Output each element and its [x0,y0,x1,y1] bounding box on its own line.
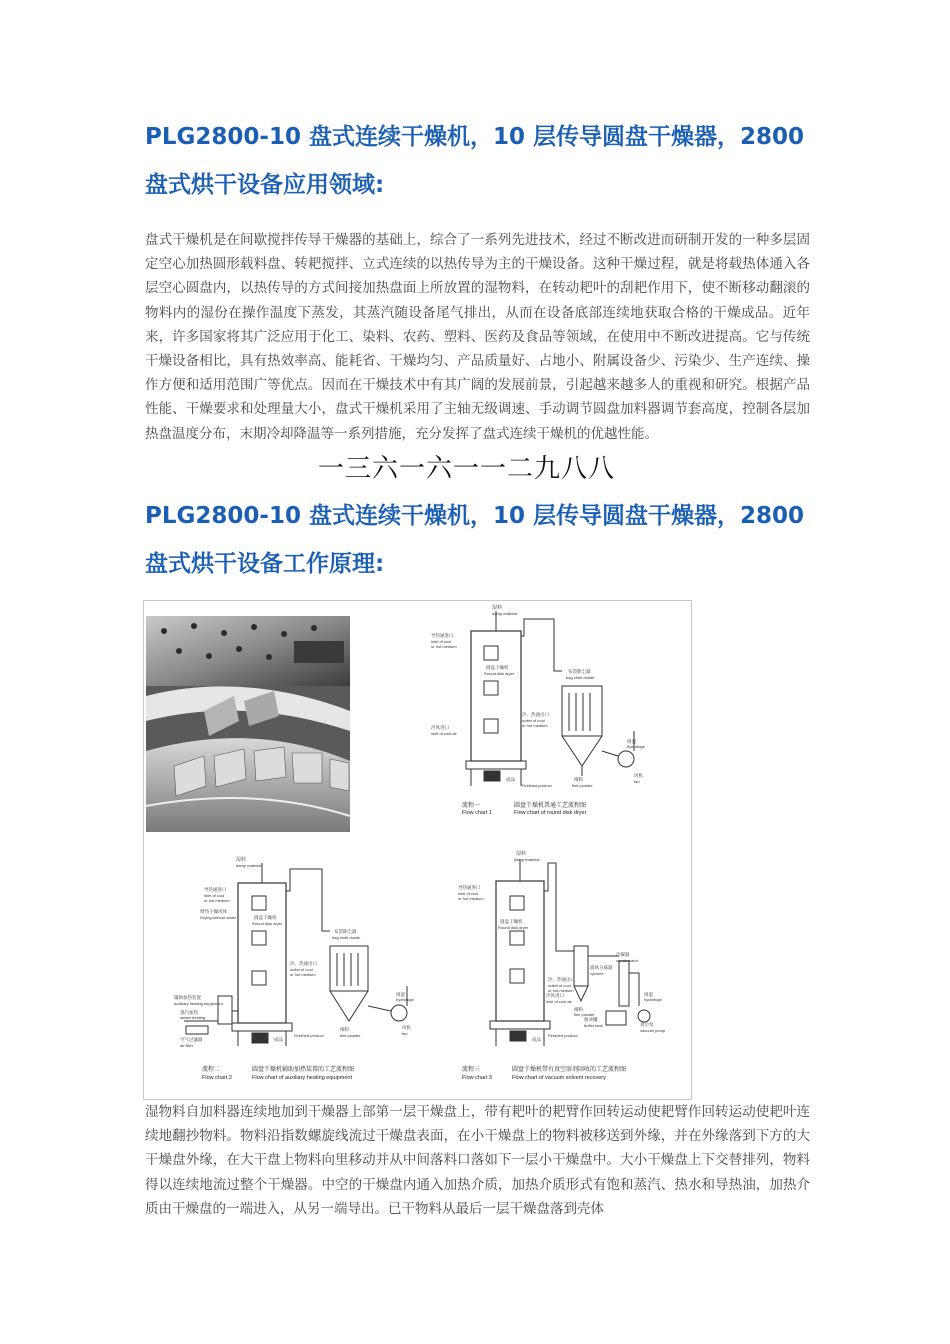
flow-chart-1 [431,604,646,816]
fc2-fine-en: fine powder [340,1033,361,1038]
fc3-outlet-cn: 冷、热通出口 [548,977,575,982]
fc1-fine-cn: 细粉 [574,777,583,782]
fc2-caption-en: Flow chart of auxiliary heating equipment [252,1075,352,1081]
fc1-outlet-en2: or hot medium [522,723,548,728]
fc3-feed-en: damp material [514,857,540,862]
fc3-inlet-cn: 导热通进口 [458,885,481,890]
fc2-dry-en: Drying without water [200,915,237,920]
overlay-number-text: 一三六一六一一二九八八 [318,454,616,484]
fc2-air-en: air filter [180,1043,194,1048]
fc1-feed-en: damp material [492,611,518,616]
fc3-dryer-cn: 圆盘干燥机 [500,919,523,924]
fc3-outlet-en1: outlet of cool [548,983,571,988]
dryer-figure [143,600,692,1100]
fc3-title-en: Flow chart 3 [462,1075,492,1081]
fc3-tank-en: buffer tank [584,1023,603,1028]
fc2-aux-cn: 辅助加热装置 [174,995,201,1000]
fc1-outlet-en1: outlet of cool [522,718,545,723]
fc3-inlet-en1: inlet of cool [458,891,479,896]
section-heading-application: PLG2800-10 盘式连续干燥机，10 层传导圆盘干燥器，2800 盘式烘干设备应用领域: [145,124,804,198]
fc2-dryer-cn: 圆盘干燥机 [254,915,277,920]
fc2-outlet-en2: or hot medium [290,972,316,977]
paragraph-application: 盘式干燥机是在间歇搅拌传导干燥器的基础上，综合了一系列先进技术，经过不断改进而研制开发的一种多层固定空心加热圆形载料盘、转耙搅拌、立式连续的以热传导为主的干燥设备。这种干燥过程，就是将载热体通入各层空心圆盘内，以热传导的方式间接加热盘面上所放置的湿物料，在转动耙叶的刮耙作用下，使不断移动翻滚的物料内的湿份在操作温度下蒸发，其蒸汽随设备尾气排出，从而在设备底部连续地获取合格的干燥成品。近年来，许多国家将其广泛应用于化工、染料、农药、塑料、医药及食品等领域，在使用中不断改进提高。它与传统干燥设备相比，具有热效率高、能耗省、干燥均匀、产品质量好、占地小、附属设备少、污染少、生产连续、操作方便和适用范围广等优点。因而在干燥技术中有其广阔的发展前景，引起越来越多人的重视和研究。根据产品性能、干燥要求和处理量大小，盘式干燥机采用了主轴无级调速、手动调节圆盘加料器调节套高度，控制各层加热盘温度分布，末期冷却降温等一系列措施，充分发挥了盘式连续干燥机的优越性能。 [145,232,810,442]
fc1-cool-cn: 冷风进口 [431,725,449,730]
fc3-product-en: Finished product [548,1033,578,1038]
section-heading-principle: PLG2800-10 盘式连续干燥机，10 层传导圆盘干燥器，2800 盘式烘干设备工作原理: [145,503,804,577]
fc2-dry-cn: 增热干燥风体 [200,909,227,914]
fc2-blower-en: fan [402,1031,408,1036]
flow-chart-3 [458,850,666,1081]
fc1-inlet-en2: or hot medium [431,644,457,649]
fc3-feed-cn: 湿料 [516,851,527,857]
fc2-caption-cn: 圆盘干燥机辅助加热装置的工艺流程图 [252,1067,355,1073]
fc2-steam-en: steam heating [180,1015,206,1020]
fc2-fan-cn: 排湿 [396,992,405,997]
fc1-title-cn: 流程一 [462,803,481,809]
fc2-product-cn: 成品 [274,1037,283,1042]
fc2-dust-cn: 布袋除尘器 [334,929,357,934]
fc1-caption-en: Flow chart of round disk dryer [514,810,587,816]
fc1-dryer-cn: 圆盘干燥机 [486,665,509,670]
fc3-cyclone-en: cyclone [590,971,604,976]
fc1-feed-cn: 湿料 [492,605,503,611]
fc2-title-en: Flow chart 2 [202,1075,232,1081]
fc2-outlet-en1: outlet of cool [290,967,313,972]
fc1-outlet-cn: 冷、热通出口 [522,712,549,717]
fc3-fan-cn: 排湿 [644,992,653,997]
fc3-dryer-en: Round disk dryer [498,925,529,930]
fc1-title-en: Flow chart 1 [462,810,492,816]
fc1-caption-cn: 圆盘干燥机普通工艺流程图 [514,803,587,809]
paragraph-principle: 湿物料自加料器连续地加到干燥器上部第一层干燥盘上，带有耙叶的耙臂作回转运动使耙臂作回转运动使耙叶连续地翻抄物料。物料沿指数螺旋线流过干燥盘表面，在小干燥盘上的物料被移送到外缘，并在外缘落到下方的大干燥盘外缘，在大干盘上物料向里移动并从中间落料口落如下一层小干燥盘中。大小干燥盘上下交替排列，物料得以连续地流过整个干燥器。中空的干燥盘内通入加热介质，加热介质形式有饱和蒸汽、热水和导热油，加热介质由干燥盘的一端进入，从另一端导出。已干物料从最后一层干燥盘落到壳体 [145,1104,810,1217]
fc1-dust-en: bag cloth duster [566,675,595,680]
fc3-outlet-en2: or hot medium [548,988,574,993]
fc3-title-cn: 流程三 [462,1067,481,1073]
dryer-interior-photo [146,616,350,832]
flow-chart-2 [174,856,415,1081]
fc2-fine-cn: 细粉 [340,1027,349,1032]
fc1-product-en: Finished product [522,783,552,788]
fc2-aux-en: auxiliary heating equipment [174,1001,223,1006]
fc2-inlet-en2: or hot medium [204,898,230,903]
fc3-cool-en: inlet of cool air [546,999,572,1004]
fc2-feed-cn: 湿料 [236,857,247,863]
fc3-cyclone-cn: 旋风分离器 [590,965,613,970]
fc3-tank-cn: 缓冲罐 [584,1017,598,1022]
fc3-caption-en: Flow chart of vacuum solvent recovery [512,1075,606,1081]
fc3-cond-cn: 冷凝器 [616,952,630,957]
fc1-fan-en: hydrofuge [627,744,645,749]
fc3-pump-cn: 真空泵 [640,1022,654,1027]
fc3-fine-en: fine powder [574,1012,595,1017]
fc1-blower-cn: 风机 [634,773,643,778]
fc1-product-cn: 成品 [506,777,515,782]
fc3-product-cn: 成品 [532,1037,541,1042]
fc2-title-cn: 流程二 [202,1067,221,1073]
fc2-steam-cn: 蒸汽加热 [180,1010,198,1015]
fc2-product-en: Finished product [294,1033,324,1038]
fc1-dust-cn: 布袋除尘器 [568,669,591,674]
fc3-caption-cn: 圆盘干燥机带有真空溶剂回收的工艺流程图 [512,1067,627,1073]
fc3-cond-en: condensator [616,958,639,963]
fc3-pump-en: vacuum pump [640,1028,666,1033]
fc3-fan-en: hydrofuge [644,997,662,1002]
fc2-feed-en: damp material [236,863,262,868]
fc2-inlet-cn: 导热通进口 [204,887,227,892]
fc1-cool-en: inlet of cool air [431,731,457,736]
fc2-inlet-en1: inlet of cool [204,893,225,898]
fc2-dryer-en: Round disk dryer [252,921,283,926]
fc1-dryer-en: Round disk dryer [484,671,515,676]
fc1-fine-en: fine powder [572,783,593,788]
fc2-fan-en: hydrofuge [396,997,414,1002]
fc3-inlet-en2: or hot medium [458,896,484,901]
fc3-fine-cn: 细粉 [574,1007,583,1012]
fc1-fan-cn: 排湿 [627,739,636,744]
fc2-air-cn: 空气过滤器 [180,1037,203,1042]
fc1-blower-en: fan [634,779,640,784]
fc2-outlet-cn: 冷、热通出口 [290,961,317,966]
fc3-cool-cn: 冷风进口 [546,993,564,998]
fc2-blower-cn: 风机 [402,1025,411,1030]
fc2-dust-en: bag cloth duster [332,935,361,940]
fc1-inlet-en1: inlet of cool [431,639,452,644]
fc1-inlet-cn: 导热通进口 [431,633,454,638]
